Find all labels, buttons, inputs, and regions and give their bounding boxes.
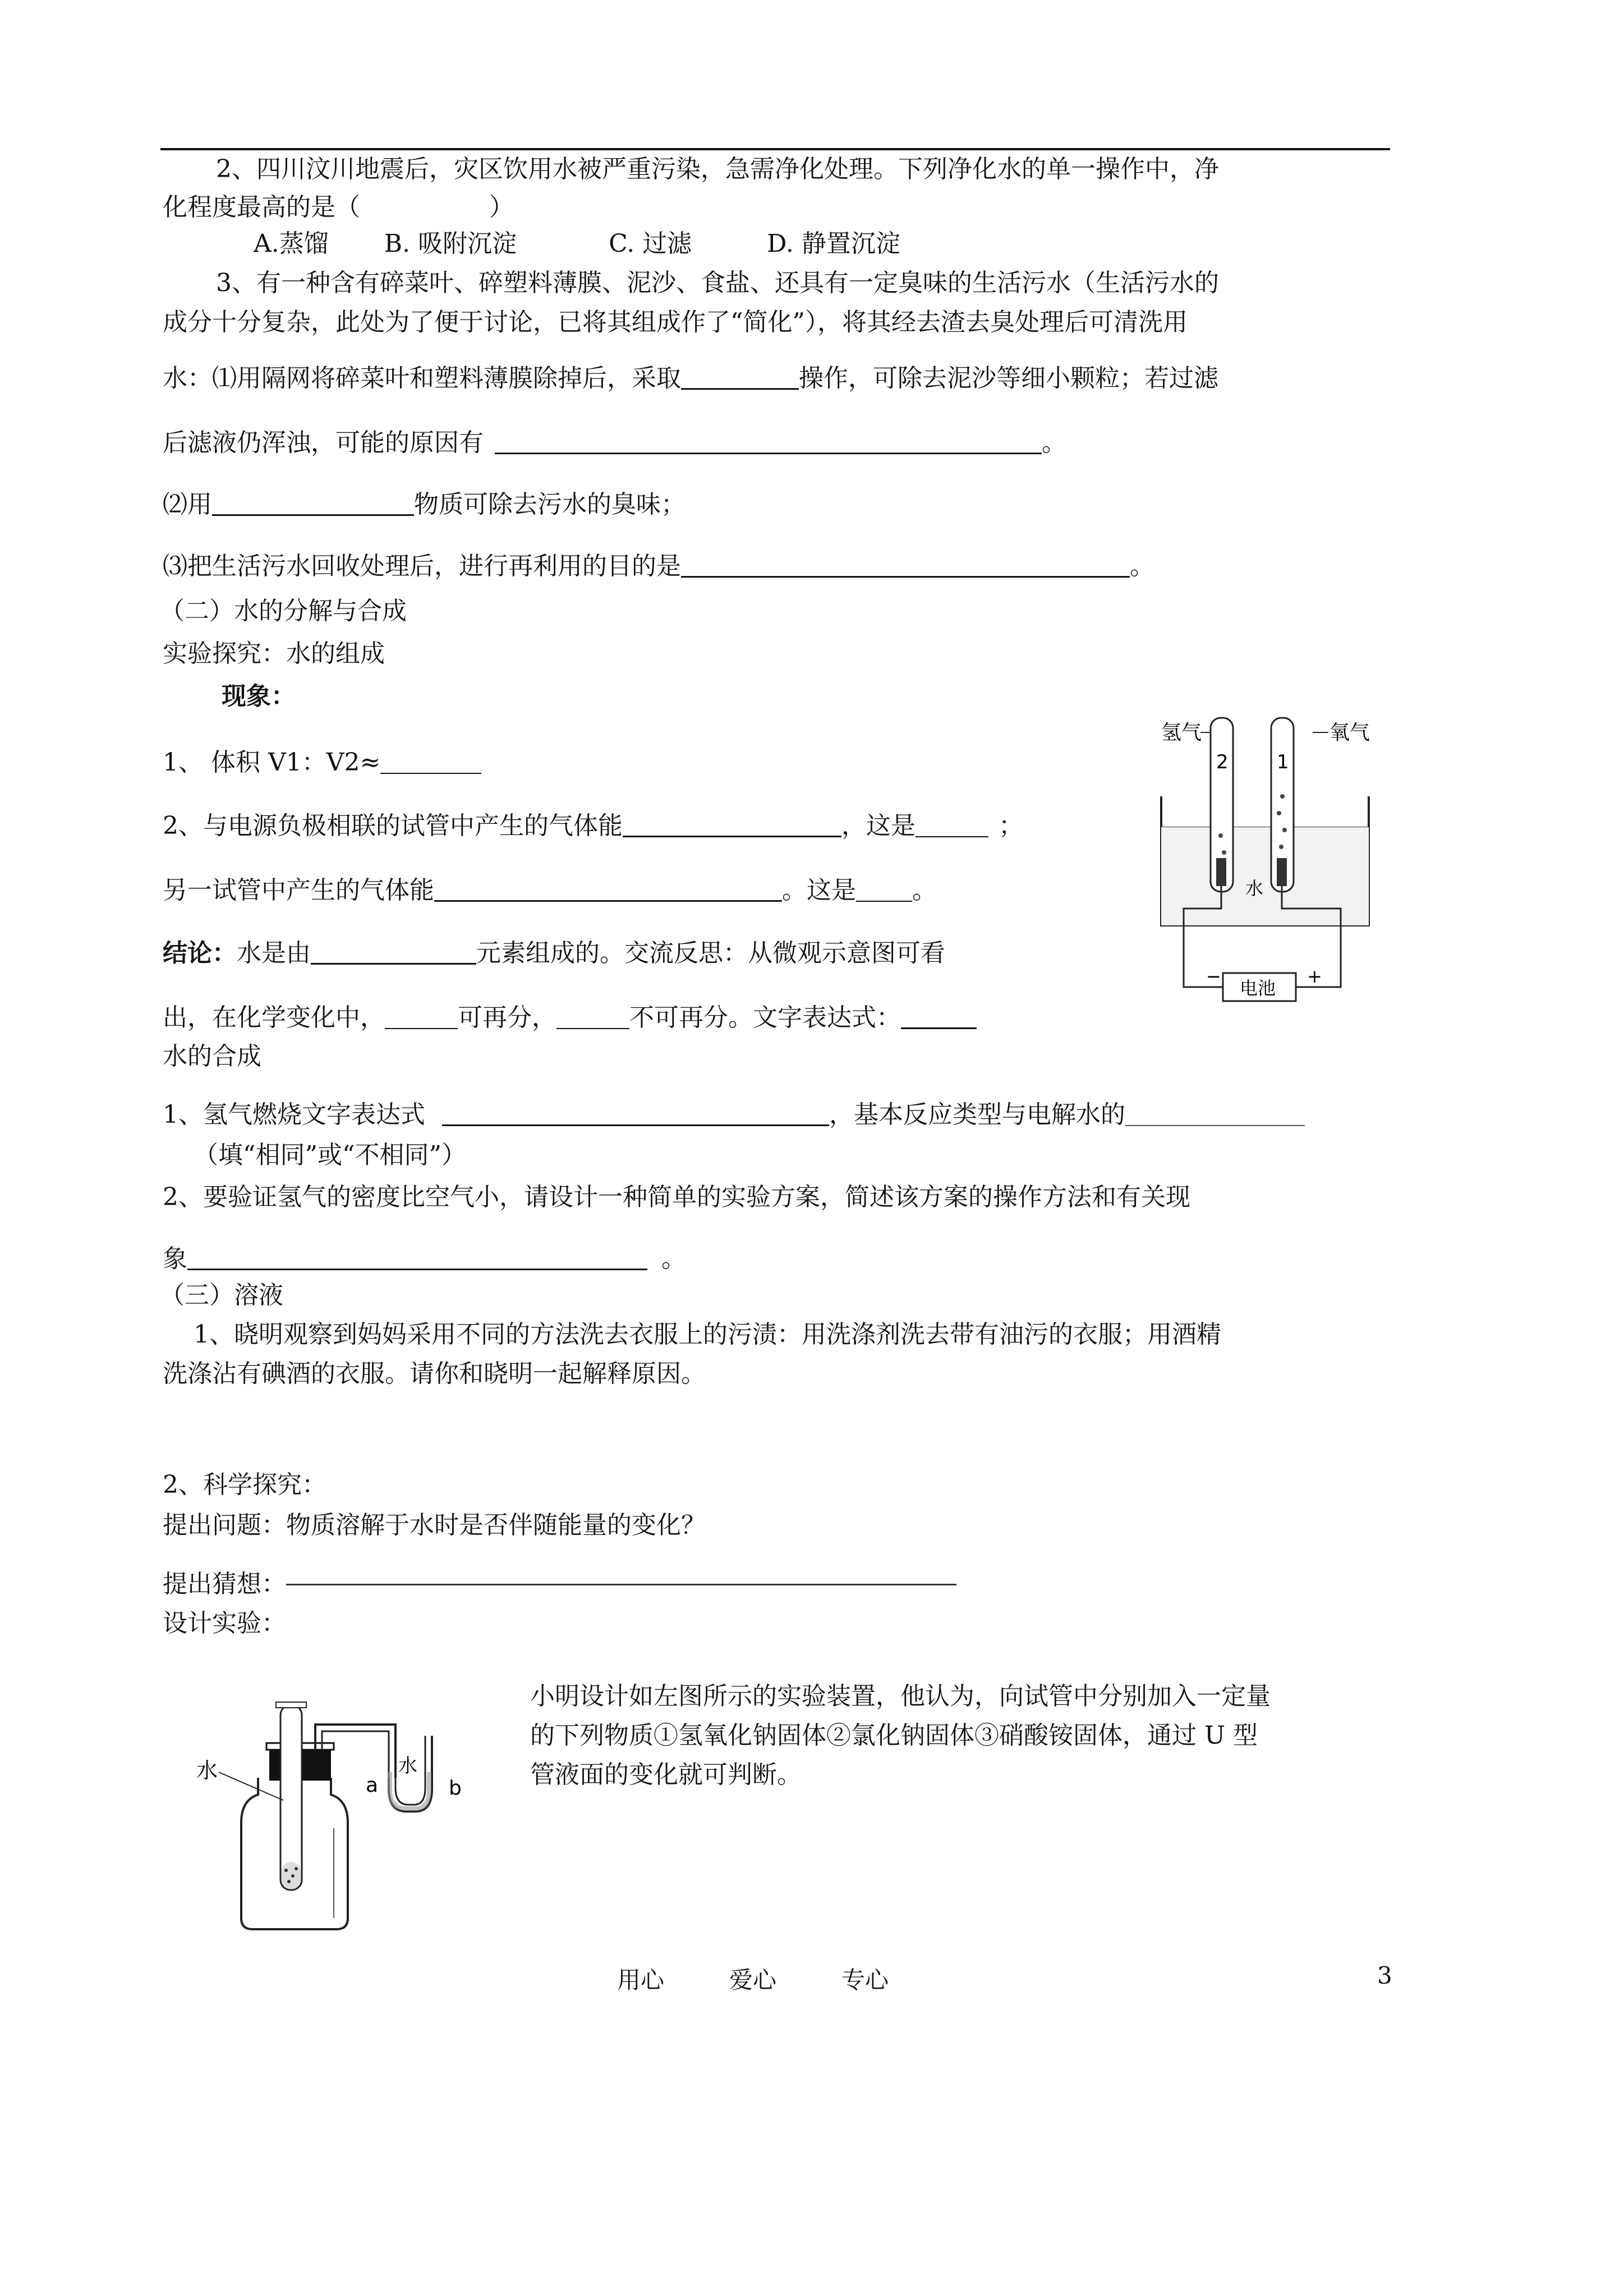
chemical-change-text: 出，在化学变化中， xyxy=(163,1003,385,1032)
q3-line-4 xyxy=(163,426,1066,460)
section2-subheading: 实验探究：水的组成 xyxy=(163,639,385,668)
water-label-u: 水 xyxy=(398,1755,417,1777)
hypothesis-line xyxy=(163,1567,956,1601)
electrode-left xyxy=(1216,858,1226,886)
research-question: 提出问题：物质溶解于水时是否伴随能量的变化？ xyxy=(163,1511,706,1539)
hypothesis-blank[interactable] xyxy=(286,1571,956,1585)
footer-item-3: 专心 xyxy=(841,1966,889,1994)
section2-heading: （二）水的分解与合成 xyxy=(160,597,407,625)
water-label-left: 水 xyxy=(196,1758,218,1783)
battery-label: 电池 xyxy=(1240,978,1276,999)
section3-q2: 2、科学探究： xyxy=(163,1470,326,1499)
q3-part1-text-end: 操作，可除去泥沙等细小颗粒；若过滤 xyxy=(799,364,1218,393)
header-rule xyxy=(160,148,1390,150)
q2-option-d: D. 静置沉淀 xyxy=(767,229,900,258)
phenomenon-3 xyxy=(163,874,937,907)
q3-substance-blank[interactable] xyxy=(212,490,414,516)
q2-line-1: 2、四川汶川地震后，灾区饮用水被严重污染，急需净化处理。下列净化水的单一操作中，净 xyxy=(216,155,1219,183)
q3-line-5 xyxy=(163,488,686,522)
electrolysis-diagram xyxy=(1144,695,1380,1015)
tube-2-label: 2 xyxy=(1216,751,1229,773)
hydrogen-combustion-text: 1、氢气燃烧文字表达式 xyxy=(163,1100,425,1129)
negative-electrode-text: 2、与电源负极相联的试管中产生的气体能 xyxy=(163,812,623,840)
density-experiment-blank[interactable] xyxy=(187,1244,647,1270)
q3-part2-text-end: 物质可除去污水的臭味； xyxy=(414,490,686,519)
q3-reason-text: 后滤液仍浑浊，可能的原因有 xyxy=(163,428,484,457)
period: 。 xyxy=(912,876,937,905)
plus-sign: + xyxy=(1307,966,1322,987)
conclusion-line-2 xyxy=(163,1001,977,1035)
synthesis-1 xyxy=(163,1098,1305,1132)
label-a: a xyxy=(366,1774,379,1797)
q3-line-6 xyxy=(163,550,1154,583)
q2-line-2 xyxy=(163,191,514,224)
negative-gas-name-blank[interactable] xyxy=(915,812,988,837)
tube-1-label: 1 xyxy=(1277,751,1289,773)
combustion-equation-blank[interactable] xyxy=(442,1100,829,1126)
design-desc-3: 管液面的变化就可判断。 xyxy=(530,1760,802,1789)
positive-gas-property-blank[interactable] xyxy=(434,875,782,902)
positive-gas-this-is: 。这是 xyxy=(782,876,856,905)
synthesis-1-hint: （填“相同”或“不相同”） xyxy=(194,1141,466,1169)
design-label: 设计实验： xyxy=(163,1609,286,1638)
indivisible-blank[interactable] xyxy=(556,1003,629,1029)
volume-ratio-text: 1、 体积 V1：V2≈ xyxy=(163,748,381,777)
q2-stem-end: 化程度最高的是（ xyxy=(163,193,360,222)
hypothesis-label: 提出猜想： xyxy=(163,1570,286,1598)
q2-option-c: C. 过滤 xyxy=(609,229,692,258)
negative-gas-this-is: ，这是 xyxy=(841,812,915,840)
divisible-text: 可再分， xyxy=(458,1003,556,1032)
word-equation-blank[interactable] xyxy=(901,1003,977,1029)
page-number: 3 xyxy=(1377,1962,1392,1989)
q3-part3-text: ⑶把生活污水回收处理后，进行再利用的目的是 xyxy=(163,552,681,580)
design-desc-1: 小明设计如左图所示的实验装置，他认为，向试管中分别加入一定量 xyxy=(530,1682,1271,1711)
water-label: 水 xyxy=(1245,878,1264,899)
electrode-right xyxy=(1277,858,1287,886)
water-body xyxy=(1161,827,1369,925)
q3-line-1: 3、有一种含有碎菜叶、碎塑料薄膜、泥沙、食盐、还具有一定臭味的生活污水（生活污水的 xyxy=(216,269,1219,297)
q3-reason-period: 。 xyxy=(1042,428,1066,457)
positive-gas-name-blank[interactable] xyxy=(856,876,912,902)
dissolution-apparatus-diagram xyxy=(185,1694,499,1935)
semicolon: ； xyxy=(999,812,1023,840)
reaction-type-blank[interactable] xyxy=(1125,1100,1305,1126)
q2-paren-close: ） xyxy=(489,193,514,222)
synthesis-heading: 水的合成 xyxy=(163,1042,261,1071)
conclusion-text-end: 元素组成的。交流反思：从微观示意图可看 xyxy=(476,939,945,967)
oxygen-label: 氧气 xyxy=(1329,721,1370,744)
q3-operation-blank[interactable] xyxy=(681,363,799,390)
minus-sign: − xyxy=(1206,966,1221,987)
q2-options xyxy=(254,227,900,261)
reaction-type-text: ，基本反应类型与电解水的 xyxy=(829,1100,1125,1129)
divisible-blank[interactable] xyxy=(385,1003,458,1029)
period: 。 xyxy=(661,1244,686,1273)
q3-line-2: 成分十分复杂，此处为了便于讨论，已将其组成作了“简化”），将其经去渣去臭处理后可清洗用 xyxy=(163,308,1188,336)
q3-purpose-period: 。 xyxy=(1130,552,1154,580)
phenomenon-1 xyxy=(163,746,481,780)
word-equation-text: 不可再分。文字表达式： xyxy=(629,1003,901,1032)
label-b: b xyxy=(449,1777,462,1800)
section3-q1-line-2: 洗涤沾有碘酒的衣服。请你和晓明一起解释原因。 xyxy=(163,1359,706,1388)
element-blank[interactable] xyxy=(311,938,476,965)
q2-option-a: A.蒸馏 xyxy=(254,229,329,258)
q3-part1-text: 水：⑴用隔网将碎菜叶和塑料薄膜除掉后，采取 xyxy=(163,364,681,393)
section3-q1-line-1: 1、晓明观察到妈妈采用不同的方法洗去衣服上的污渍：用洗涤剂洗去带有油污的衣服；用酒精 xyxy=(194,1320,1221,1349)
conclusion-text: 水是由 xyxy=(237,939,311,967)
q3-reason-blank[interactable] xyxy=(495,428,1042,454)
conclusion-label: 结论： xyxy=(163,939,237,967)
section3-heading: （三）溶液 xyxy=(160,1281,283,1310)
other-tube-text: 另一试管中产生的气体能 xyxy=(163,876,434,905)
q2-option-b: B. 吸附沉淀 xyxy=(384,229,517,258)
q3-purpose-blank[interactable] xyxy=(681,551,1130,578)
phenomenon-word: 象 xyxy=(163,1244,187,1273)
q3-part2-text: ⑵用 xyxy=(163,490,212,519)
phenomenon-label: 现象： xyxy=(222,682,296,711)
phenomenon-2 xyxy=(163,809,1023,843)
q3-line-3 xyxy=(163,362,1218,395)
hydrogen-label: 氢气 xyxy=(1161,721,1202,744)
footer-item-1: 用心 xyxy=(617,1966,665,1994)
synthesis-2-line-1: 2、要验证氢气的密度比空气小，请设计一种简单的实验方案，简述该方案的操作方法和有关现 xyxy=(163,1183,1190,1211)
footer-item-2: 爱心 xyxy=(729,1966,777,1994)
synthesis-2-line-2 xyxy=(163,1242,686,1276)
conclusion-line xyxy=(163,937,945,970)
negative-gas-property-blank[interactable] xyxy=(623,811,841,837)
design-desc-2: 的下列物质①氢氧化钠固体②氯化钠固体③硝酸铵固体，通过 U 型 xyxy=(530,1721,1258,1750)
volume-ratio-blank[interactable] xyxy=(380,748,481,774)
